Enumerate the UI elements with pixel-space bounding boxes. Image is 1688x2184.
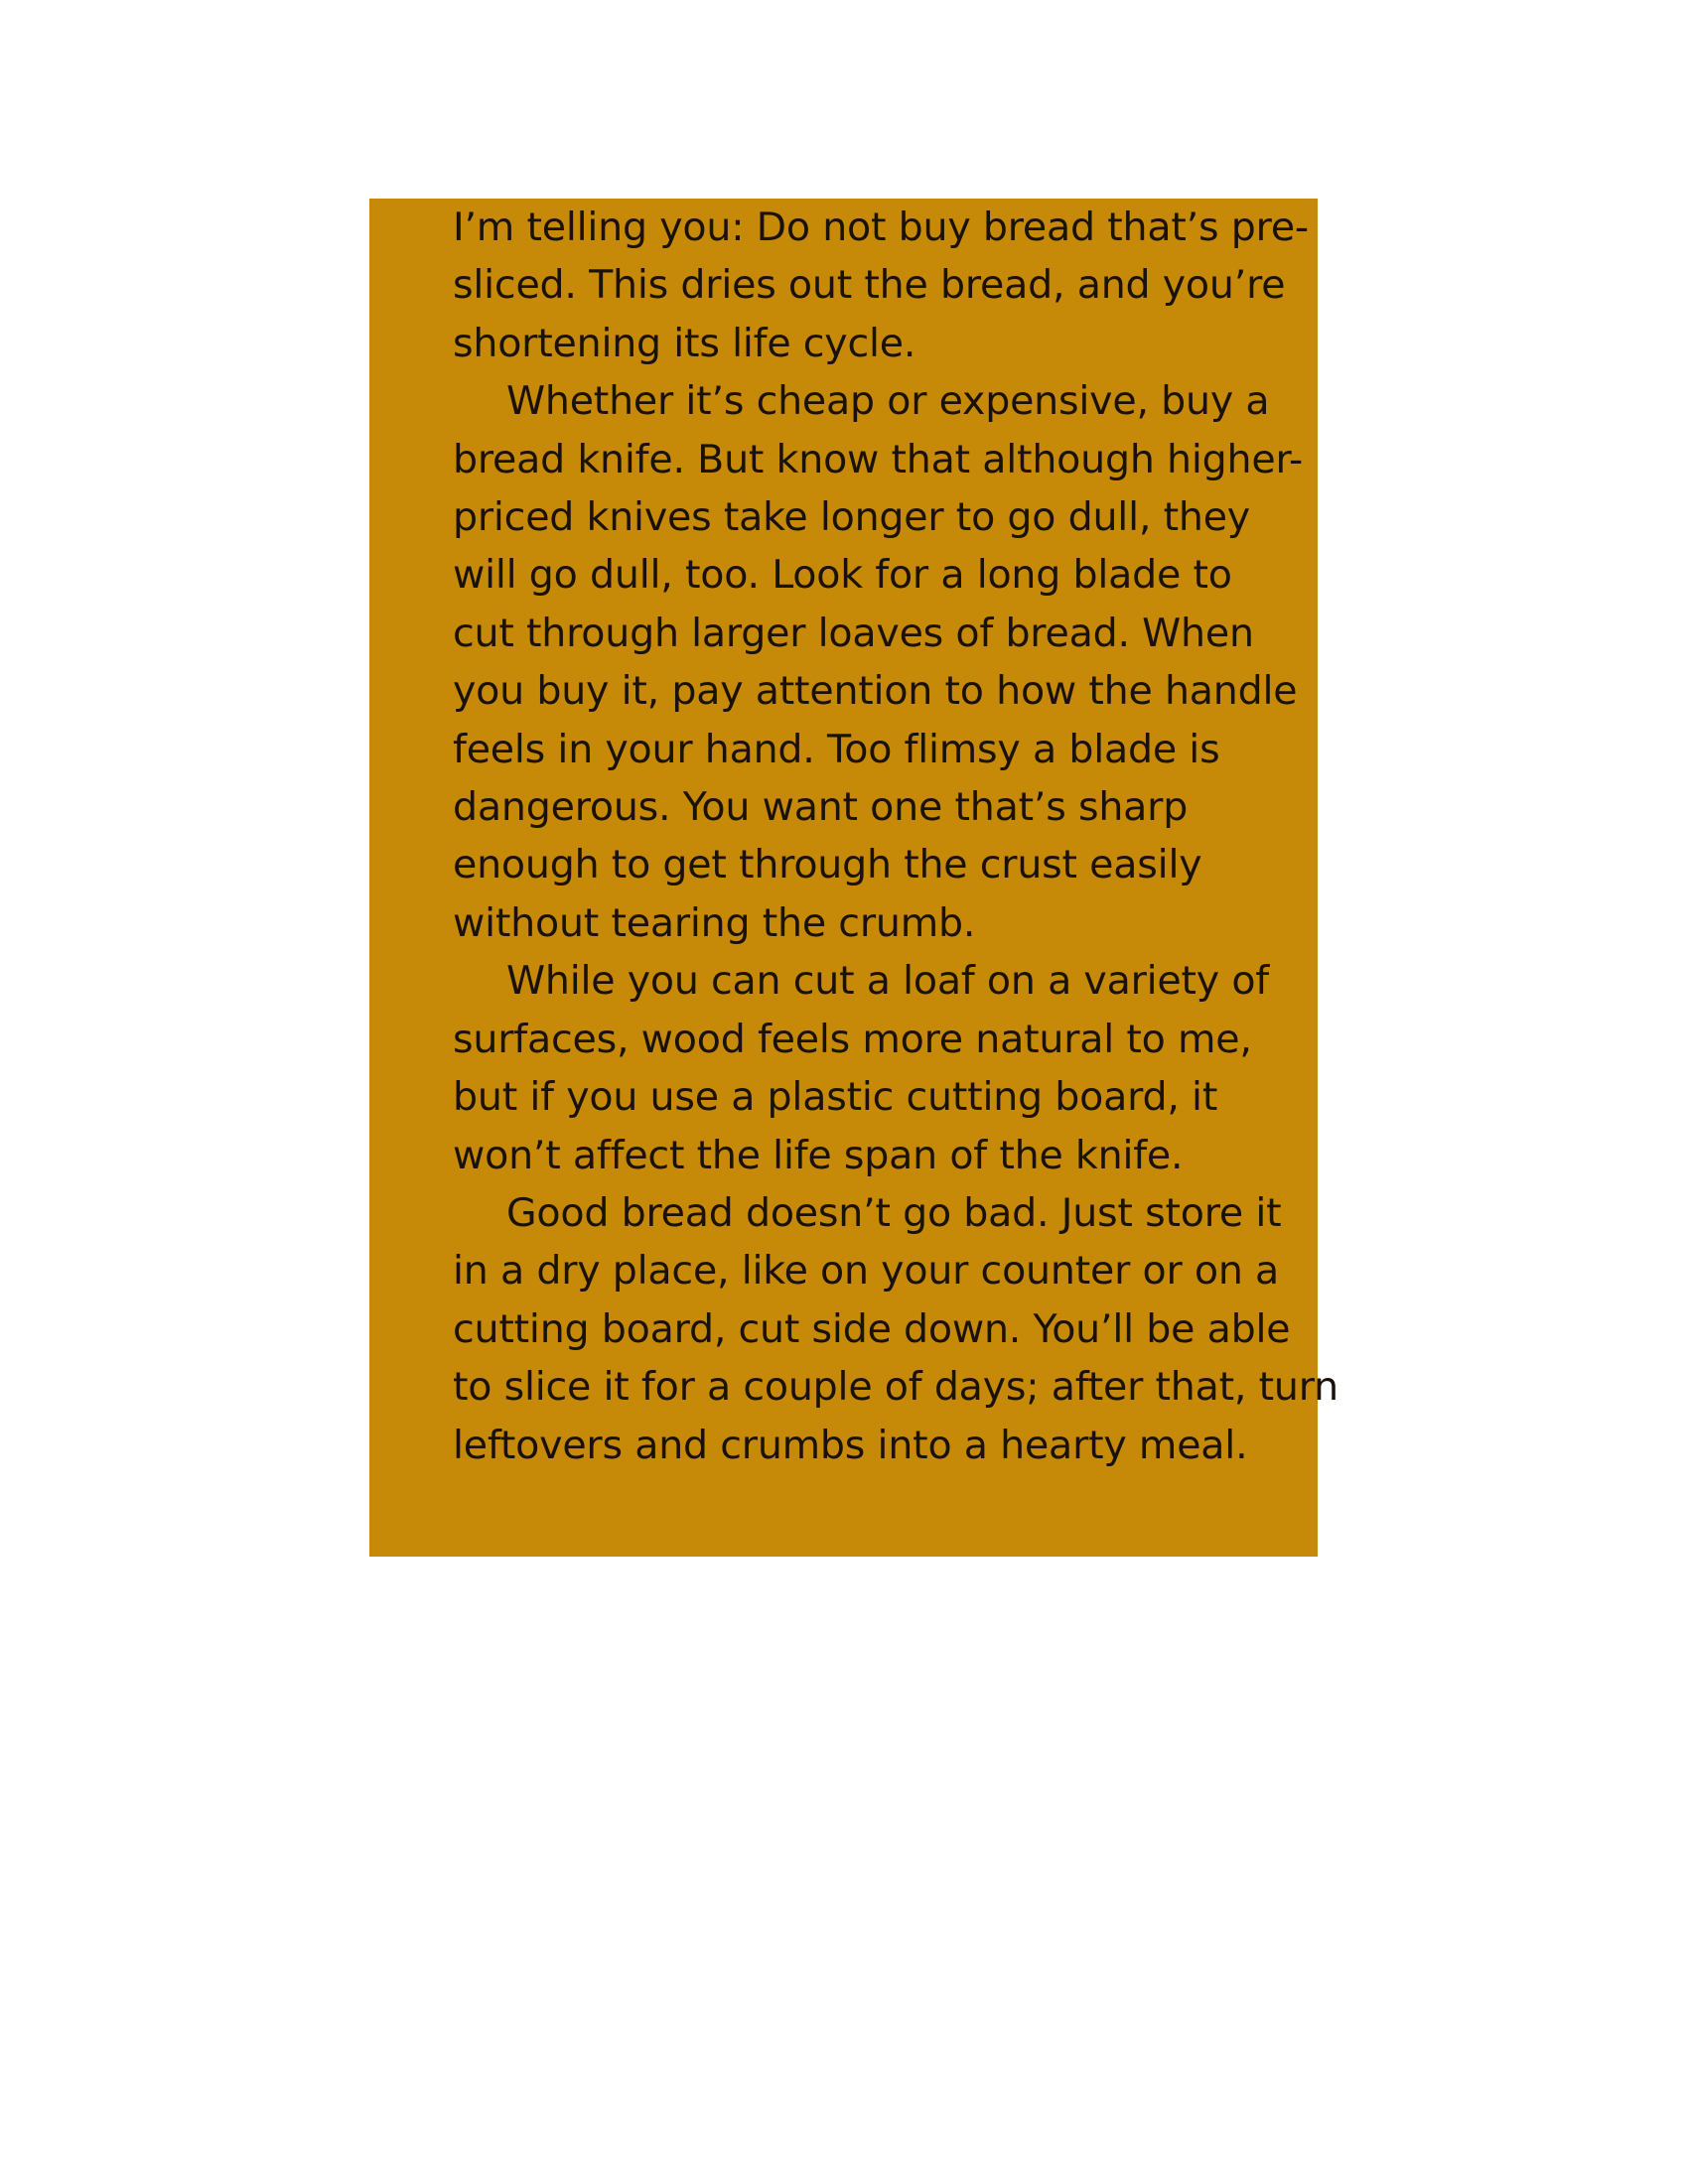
text-panel: [369, 199, 1338, 1557]
text-line: to slice it for a couple of days; after that, turn: [453, 1364, 1338, 1411]
text-line: but if you use a plastic cutting board, it: [453, 1074, 1218, 1121]
text-line: in a dry place, like on your counter or on a: [453, 1248, 1280, 1295]
text-line: cutting board, cut side down. You’ll be able: [453, 1305, 1291, 1352]
paragraph: [453, 1184, 1338, 1474]
text-line: feels in your hand. Too flimsy a blade is: [453, 726, 1220, 772]
text-line: shortening its life cycle.: [453, 320, 916, 366]
text-line: will go dull, too. Look for a long blade to: [453, 552, 1232, 599]
text-line: you buy it, pay attention to how the handle: [453, 668, 1298, 715]
text-line: Whether it’s cheap or expensive, buy a: [506, 378, 1270, 425]
article-body: [453, 199, 1338, 1474]
text-line: won’t affect the life span of the knife.: [453, 1132, 1184, 1178]
text-line: Good bread doesn’t go bad. Just store it: [506, 1189, 1282, 1236]
text-line: dangerous. You want one that’s sharp: [453, 784, 1189, 831]
text-line: cut through larger loaves of bread. When: [453, 610, 1254, 656]
text-line: surfaces, wood feels more natural to me,: [453, 1016, 1252, 1062]
text-line: I’m telling you: Do not buy bread that’s pre-: [453, 205, 1309, 250]
text-line: enough to get through the crust easily: [453, 842, 1202, 888]
text-line: priced knives take longer to go dull, they: [453, 494, 1250, 541]
paragraph: [453, 952, 1277, 1184]
text-line: sliced. This dries out the bread, and you’re: [453, 262, 1286, 309]
text-line: leftovers and crumbs into a hearty meal.: [453, 1422, 1248, 1468]
paragraph: [453, 372, 1304, 952]
text-line: While you can cut a loaf on a variety of: [506, 958, 1270, 1005]
paragraph: [453, 199, 1309, 372]
text-line: without tearing the crumb.: [453, 899, 976, 946]
text-line: bread knife. But know that although higher-: [453, 436, 1304, 482]
